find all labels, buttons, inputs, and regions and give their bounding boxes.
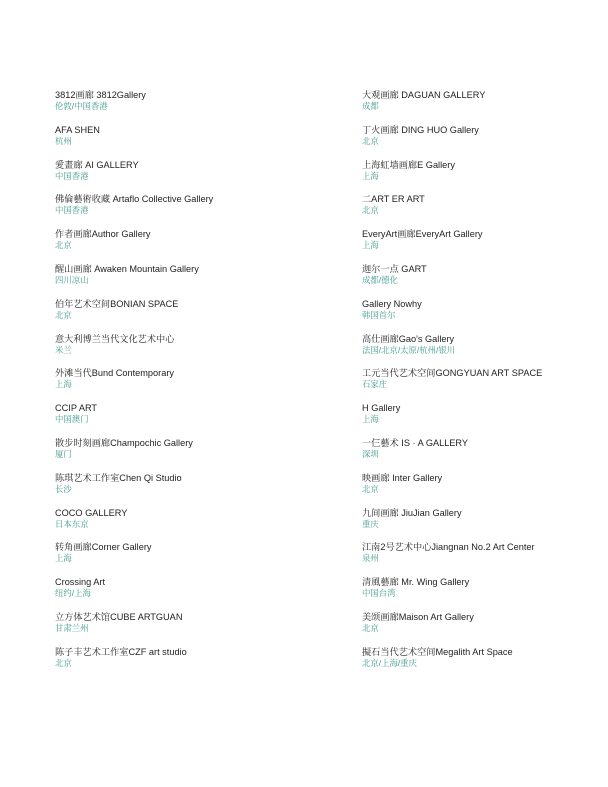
gallery-entry (362, 472, 602, 507)
gallery-name: 作者画廊Author Gallery (55, 229, 151, 240)
gallery-name: 江南2号艺术中心Jiangnan No.2 Art Center (362, 542, 535, 553)
gallery-name: 美颂画廊Maison Art Gallery (362, 611, 474, 622)
gallery-name: 外滩当代Bund Contemporary (55, 368, 174, 379)
gallery-location: 北京 (55, 657, 72, 668)
gallery-location: 中国香港 (55, 170, 89, 181)
gallery-entry (362, 437, 602, 472)
gallery-location: 中国澳门 (55, 414, 89, 425)
gallery-location: 韩国首尔 (362, 309, 396, 320)
gallery-name: AFA SHEN (55, 124, 100, 135)
gallery-location: 厦门 (55, 448, 72, 459)
gallery-entry (55, 228, 295, 263)
gallery-name: 二ART ER ART (362, 194, 425, 205)
gallery-name: 清風藝廊 Mr. Wing Gallery (362, 577, 470, 588)
gallery-name: 陈子丰艺术工作室CZF art studio (55, 646, 187, 657)
gallery-location: 杭州 (55, 135, 72, 146)
gallery-location: 北京 (362, 135, 379, 146)
gallery-entry (362, 159, 602, 194)
gallery-name: 醒山画廊 Awaken Mountain Gallery (55, 263, 199, 274)
gallery-location: 深圳 (362, 448, 379, 459)
gallery-location: 法国/北京/太原/杭州/银川 (362, 344, 456, 355)
gallery-entry (362, 576, 602, 611)
gallery-entry (55, 159, 295, 194)
gallery-name: 佛倫藝術收藏 Artaflo Collective Gallery (55, 194, 214, 205)
gallery-entry (55, 298, 295, 333)
gallery-entry (55, 646, 295, 681)
gallery-entry (362, 263, 602, 298)
gallery-entry (55, 541, 295, 576)
gallery-location: 北京 (362, 483, 379, 494)
gallery-location: 北京 (362, 622, 379, 633)
gallery-name: 意大利博兰当代文化艺术中心 (55, 333, 175, 344)
gallery-entry (55, 576, 295, 611)
gallery-name: 一仨藝术 IS · A GALLERY (362, 437, 469, 448)
gallery-entry (55, 437, 295, 472)
gallery-name: 高仕画廊Gao's Gallery (362, 333, 455, 344)
gallery-location: 上海 (362, 414, 379, 425)
gallery-name: CCIP ART (55, 403, 98, 414)
gallery-name: H Gallery (362, 403, 401, 414)
gallery-location: 长沙 (55, 483, 72, 494)
gallery-name: Gallery Nowhy (362, 298, 422, 309)
gallery-location: 伦敦/中国香港 (55, 101, 108, 111)
gallery-entry (362, 333, 602, 368)
gallery-name: 立方体艺术馆CUBE ARTGUAN (55, 611, 183, 622)
gallery-entry (362, 541, 602, 576)
gallery-name: EveryArt画廊EveryArt Gallery (362, 229, 483, 240)
gallery-location: 日本东京 (55, 518, 89, 529)
gallery-location: 泉州 (362, 553, 379, 564)
gallery-entry (362, 89, 602, 124)
gallery-name: 陈琪艺术工作室Chen Qi Studio (55, 472, 182, 483)
gallery-name: 3812画廊 3812Gallery (55, 90, 146, 100)
gallery-entry (362, 646, 602, 681)
gallery-location: 中国台湾 (362, 588, 396, 599)
gallery-name: 上海虹墙画廊E Gallery (362, 159, 455, 170)
gallery-entry (362, 611, 602, 646)
gallery-location: 中国香港 (55, 205, 89, 216)
gallery-name: 九间画廊 JiuJian Gallery (362, 507, 462, 518)
gallery-location: 成都/德化 (362, 274, 398, 285)
gallery-location: 北京 (362, 205, 379, 216)
gallery-location: 成都 (362, 101, 379, 111)
gallery-location: 北京 (55, 240, 72, 251)
gallery-name: 伯年艺术空间BONIAN SPACE (55, 298, 179, 309)
gallery-location: 上海 (362, 170, 379, 181)
gallery-location: 北京/上海/重庆 (362, 657, 417, 668)
gallery-name: 散步时刻画廊Champochic Gallery (55, 437, 193, 448)
gallery-entry (362, 298, 602, 333)
gallery-name: 迦尔一点 GART (362, 263, 427, 274)
gallery-entry (55, 193, 295, 228)
gallery-name: 擬石当代艺术空间Megalith Art Space (362, 646, 513, 657)
gallery-location: 上海 (55, 379, 72, 390)
gallery-location: 四川凉山 (55, 274, 89, 285)
gallery-name: 映画廊 Inter Gallery (362, 472, 443, 483)
gallery-entry (55, 124, 295, 159)
gallery-entry (55, 472, 295, 507)
gallery-entry (55, 263, 295, 298)
gallery-name: Crossing Art (55, 577, 106, 588)
gallery-entry (55, 507, 295, 542)
gallery-name: 转角画廊Corner Gallery (55, 542, 152, 553)
gallery-name: 工元当代艺术空间GONGYUAN ART SPACE (362, 368, 543, 379)
gallery-location: 石家庄 (362, 379, 388, 390)
gallery-entry (55, 89, 295, 124)
gallery-location: 重庆 (362, 518, 379, 529)
gallery-location: 纽约/上海 (55, 588, 91, 599)
gallery-entry (55, 333, 295, 368)
gallery-entry (362, 507, 602, 542)
gallery-name: 愛畫廊 AI GALLERY (55, 159, 139, 170)
gallery-entry (55, 402, 295, 437)
gallery-entry (55, 611, 295, 646)
gallery-entry (362, 124, 602, 159)
gallery-location: 甘肃兰州 (55, 622, 89, 633)
gallery-entry (362, 228, 602, 263)
gallery-entry (362, 402, 602, 437)
gallery-name: COCO GALLERY (55, 507, 128, 518)
gallery-location: 北京 (55, 309, 72, 320)
gallery-entry (55, 367, 295, 402)
gallery-location: 米兰 (55, 344, 72, 355)
gallery-name: 大观画廊 DAGUAN GALLERY (362, 90, 486, 100)
gallery-entry (362, 193, 602, 228)
gallery-list-right (362, 89, 602, 681)
gallery-location: 上海 (55, 553, 72, 564)
gallery-entry (362, 367, 602, 402)
gallery-name: 丁火画廊 DING HUO Gallery (362, 124, 479, 135)
gallery-location: 上海 (362, 240, 379, 251)
gallery-list-left (55, 89, 295, 681)
